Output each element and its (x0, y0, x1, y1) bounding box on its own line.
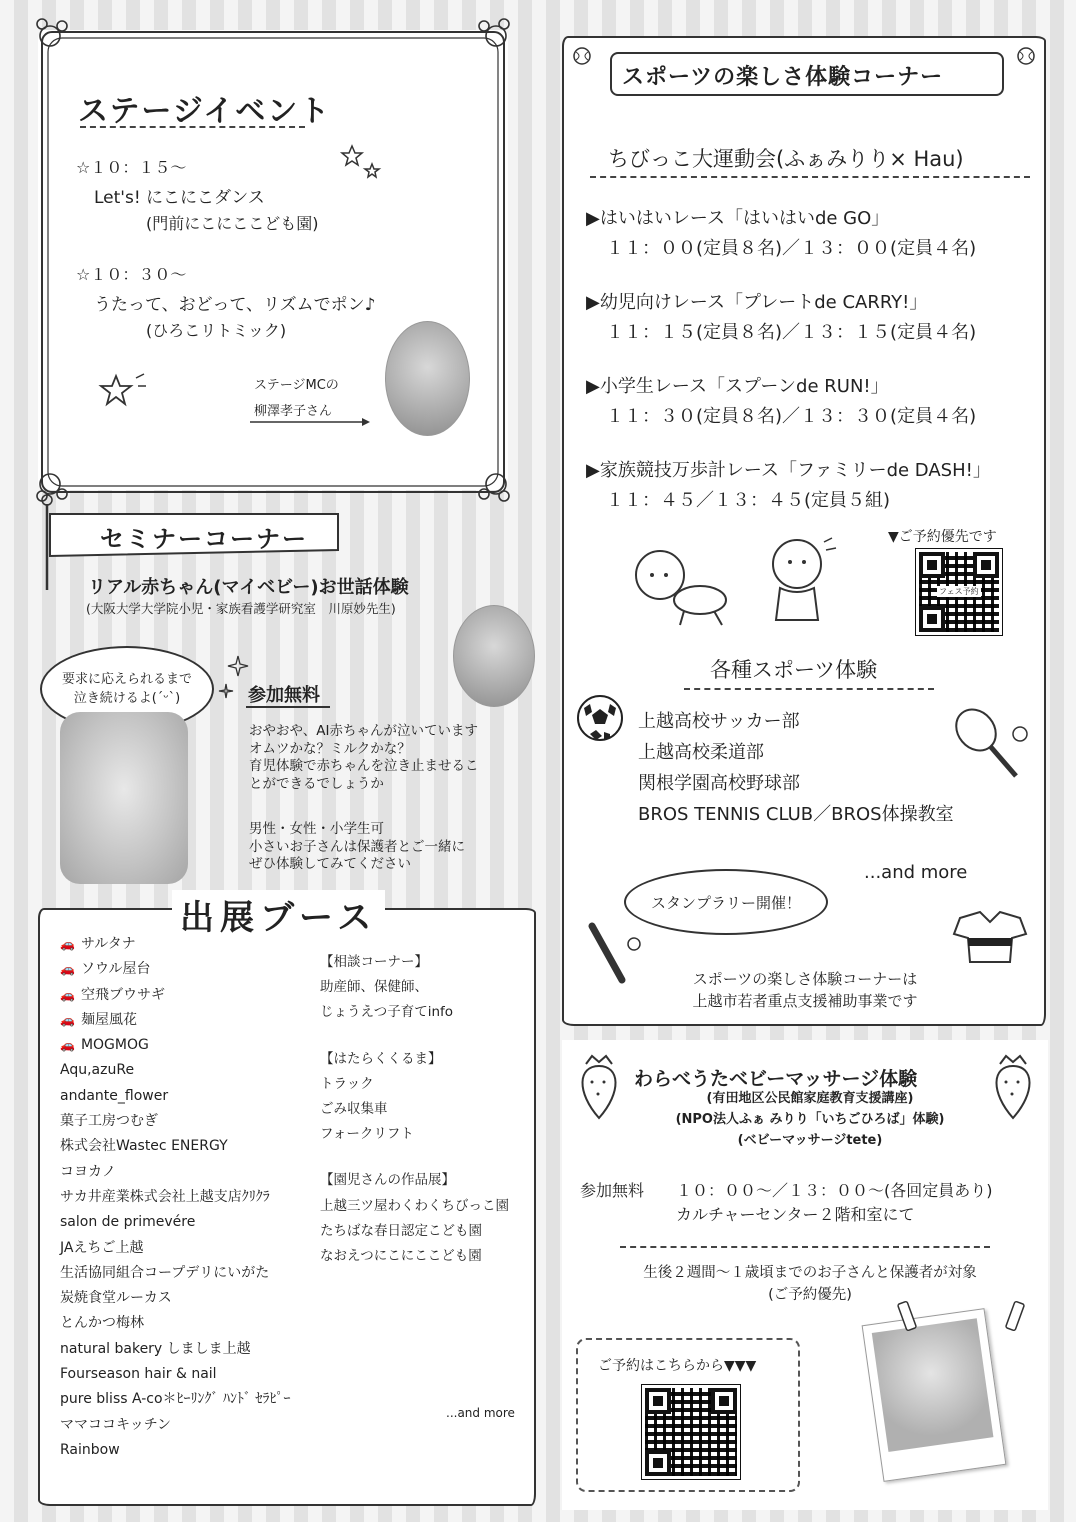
booth-name: pure bliss A-co＊ﾋｰﾘﾝｸﾞ ﾊﾝﾄﾞ ｾﾗﾋﾟｰ (60, 1391, 291, 1408)
massage-target: 生後２週間～１歳頃までのお子さんと保護者が対象 (643, 1265, 977, 1281)
target-line-1: 男性・女性・小学生可 (249, 821, 384, 837)
artwork-item-1: 上越三ツ屋わくわくちびっこ園 (320, 1197, 509, 1214)
massage-qr-code[interactable] (642, 1385, 740, 1479)
booth-item (60, 1160, 290, 1185)
consult-item-1: 助産師、保健師、 (320, 979, 428, 996)
judo-uniform-icon (950, 908, 1030, 968)
sports-footer-line-2: 上越市若者重点支援補助事業です (692, 992, 918, 1010)
booth-name: 炭焼食堂ルーカス (60, 1290, 172, 1307)
consult-item-2: じょうえつ子育てinfo (320, 1004, 454, 1021)
organizer-line-1: (有田地区公民館家庭教育支援講座) (706, 1091, 914, 1106)
booth-item (60, 1058, 290, 1083)
race-4-time: １１：４５／１３：４５(定員５組) (606, 490, 891, 511)
baby-photo (872, 1318, 994, 1452)
target-line-2: 小さいお子さんは保護者とご一緒に (249, 838, 465, 855)
consult-heading: 【相談コーナー】 (320, 954, 428, 970)
sport-item-3: 関根学園高校野球部 (638, 773, 800, 794)
booth-name: サルタナ (80, 936, 136, 952)
booth-name: 株式会社Wastec ENERGY (60, 1138, 228, 1155)
booth-item (60, 1134, 290, 1159)
booth-item (60, 1236, 290, 1261)
food-truck-icon: 🚗 (60, 987, 75, 1002)
desc-line-2: オムツかな？ミルクかな？ (249, 740, 411, 757)
vehicles-item-2: ごみ収集車 (320, 1101, 388, 1118)
various-sports-underline (684, 688, 934, 690)
stage-title-underline (80, 126, 305, 128)
baseball-bat-icon (584, 922, 644, 992)
booth-item (60, 1084, 290, 1109)
booth-item (60, 1286, 290, 1311)
booth-item (60, 1362, 290, 1387)
booth-item (60, 1387, 290, 1412)
desc-line-3: 育児体験で赤ちゃんを泣き止ませるこ (249, 758, 479, 774)
booths-left-list (60, 932, 290, 1463)
booth-item (60, 1109, 290, 1134)
booth-item (60, 1261, 290, 1286)
booths-right-list (320, 950, 509, 1269)
massage-place: カルチャーセンター２階和室にて (676, 1205, 915, 1224)
sport-item-4: BROS TENNIS CLUB／BROS体操教室 (638, 804, 954, 825)
ball-doodle-icon (1016, 46, 1038, 68)
booth-name: salon de primevére (60, 1214, 196, 1231)
booth-item (60, 1008, 290, 1033)
soccer-ball-icon (576, 694, 624, 742)
food-truck-icon: 🚗 (60, 1012, 75, 1027)
seminar-target (249, 821, 465, 874)
artwork-item-3: なおえつにこにここども園 (320, 1248, 482, 1265)
sport-item-2: 上越高校柔道部 (638, 742, 764, 763)
seminar-description (249, 723, 479, 793)
stamp-rally-bubble (624, 869, 828, 935)
booth-item (60, 1210, 290, 1235)
booth-name: natural bakery しましま上越 (60, 1340, 251, 1357)
crawling-baby-icon (630, 545, 730, 630)
race-1-time: １１：００(定員８名)／１３：００(定員４名) (606, 238, 977, 259)
sports-sub-underline (590, 176, 1030, 178)
stamp-rally-text: スタンプラリー開催！ (650, 893, 801, 912)
massage-title: わらべうたベビーマッサージ体験 (634, 1068, 918, 1090)
booth-item (60, 1033, 290, 1058)
race-2-name: ▶幼児向けレース「プレートde CARRY!」 (586, 292, 928, 313)
booth-name: コヨカノ (60, 1163, 116, 1180)
booths-more: ...and more (446, 1406, 515, 1420)
massage-time: １０：００～／１３：００～(各回定員あり) (676, 1181, 993, 1200)
bubble-line-2: 泣き続けるよ(ˊᵕˋ) (73, 691, 181, 706)
massage-reserve-qr-label: ご予約はこちらから▼▼▼ (598, 1358, 757, 1374)
seminar-free-label: 参加無料 (248, 685, 320, 706)
seminar-affiliation: (大阪大学大学院小児・家族看護学研究室 川原妙先生) (86, 601, 396, 616)
stage-event-2-time: ☆１０：３０～ (76, 265, 187, 284)
vehicles-item-1: トラック (320, 1075, 374, 1092)
massage-free-label: 参加無料 (580, 1181, 645, 1200)
massage-divider (620, 1246, 990, 1248)
booth-item (60, 932, 290, 957)
stage-event-2-by: (ひろこリトミック) (146, 321, 287, 340)
sparkle-icon (218, 654, 248, 704)
race-4-name: ▶家族競技万歩計レース「ファミリーde DASH!」 (586, 460, 991, 481)
sports-title: スポーツの楽しさ体験コーナー (622, 65, 944, 90)
vehicles-item-3: フォークリフト (320, 1126, 414, 1143)
food-truck-icon: 🚗 (60, 1038, 75, 1053)
booth-name: Rainbow (60, 1441, 120, 1458)
stage-mc-label: ステージMCの (254, 378, 339, 393)
sports-footer-line-1: スポーツの楽しさ体験コーナーは (692, 970, 918, 988)
seminar-free-underline (246, 706, 330, 708)
clothespin-icon (900, 1298, 1030, 1338)
seminar-subtitle: リアル赤ちゃん(マイベビー)お世話体験 (88, 577, 409, 598)
sports-footer (660, 968, 950, 1012)
sports-more: ...and more (864, 862, 968, 883)
organizer-line-3: (ベビーマッサージtete) (737, 1133, 883, 1148)
desc-line-1: おやおや、AI赤ちゃんが泣いています (249, 723, 478, 739)
booth-name: MOGMOG (80, 1037, 149, 1054)
race-3-time: １１：３０(定員８名)／１３：３０(定員４名) (606, 406, 977, 427)
bubble-line-1: 要求に応えられるまで (61, 672, 192, 687)
artwork-heading: 【園児さんの作品展】 (320, 1172, 455, 1189)
booth-name: andante_flower (60, 1087, 169, 1104)
food-truck-icon: 🚗 (60, 962, 75, 977)
lecturer-photo (453, 605, 535, 707)
desc-line-4: とができるでしょうか (249, 775, 384, 792)
race-3-name: ▶小学生レース「スプーンde RUN!」 (586, 376, 889, 397)
ball-doodle-icon (572, 46, 594, 68)
reserve-note: ▼ご予約優先です (888, 529, 997, 545)
booth-name: 生活協同組合コープデリにいがた (60, 1264, 270, 1281)
food-truck-icon: 🚗 (60, 937, 75, 951)
booth-item (60, 1413, 290, 1438)
stage-title: ステージイベント (78, 94, 332, 129)
sports-qr-code[interactable] (916, 549, 1002, 635)
booth-name: ソウル屋台 (80, 961, 151, 978)
booth-item (60, 1337, 290, 1362)
arrow-right-icon (250, 418, 370, 428)
artwork-item-2: たちばな春日認定こども園 (320, 1222, 482, 1239)
booth-item (60, 1311, 290, 1336)
booth-name: とんかつ梅林 (60, 1315, 144, 1332)
booths-title: 出展ブース (172, 890, 385, 939)
booth-item (60, 983, 290, 1008)
stage-event-1-name: Let's! にこにこダンス (94, 188, 265, 208)
booth-name: サカ井産業株式会社上越支店ｸﾘｸﾗ (60, 1188, 270, 1205)
sitting-baby-icon (752, 536, 842, 628)
baby-doll-photo (60, 712, 188, 884)
vehicles-heading: 【はたらくくるま】 (320, 1050, 442, 1067)
booth-item (60, 1185, 290, 1210)
tennis-racket-icon (952, 706, 1032, 786)
booth-item (60, 957, 290, 982)
stage-event-1-time: ☆１０：１５～ (76, 158, 187, 177)
qr-label: フェス予約 (939, 587, 979, 596)
race-2-time: １１：１５(定員８名)／１３：１５(定員４名) (606, 322, 977, 343)
booth-name: Fourseason hair & nail (60, 1366, 217, 1383)
mc-photo (385, 321, 470, 436)
booth-name: 麺屋風花 (80, 1011, 137, 1028)
sports-sub-title: ちびっこ大運動会(ふぁみりり× Hau) (608, 147, 964, 171)
organizer-line-2: (NPO法人ふぁ みりり「いちごひろば」体験) (675, 1112, 945, 1127)
booth-name: 菓子工房つむぎ (60, 1113, 158, 1130)
various-sports-list (638, 706, 954, 830)
race-list (586, 204, 991, 516)
stage-event-2-name: うたって、おどって、リズムでポン♪ (94, 295, 376, 315)
sport-item-1: 上越高校サッカー部 (638, 711, 800, 732)
massage-organizer (620, 1088, 1000, 1151)
seminar-title: セミナーコーナー (100, 525, 308, 553)
stage-mc-name: 柳澤孝子さん (254, 404, 333, 419)
booth-name: Aqu,azuRe (60, 1062, 135, 1079)
various-sports-title: 各種スポーツ体験 (710, 658, 878, 682)
target-line-3: ぜひ体験してみてください (249, 856, 411, 872)
race-1-name: ▶はいはいレース「はいはいde GO」 (586, 208, 890, 229)
star-sparkle-icon (100, 372, 148, 412)
booth-name: ママココキッチン (60, 1416, 172, 1433)
booth-name: JAえちご上越 (60, 1239, 144, 1256)
stage-event-1-by: (門前にこにここども園) (146, 214, 319, 233)
star-icon (342, 146, 382, 186)
massage-reserve: (ご予約優先) (768, 1287, 852, 1303)
strawberry-icon (574, 1052, 624, 1122)
booth-item (60, 1438, 290, 1463)
booth-name: 空飛ブウサギ (80, 986, 165, 1003)
